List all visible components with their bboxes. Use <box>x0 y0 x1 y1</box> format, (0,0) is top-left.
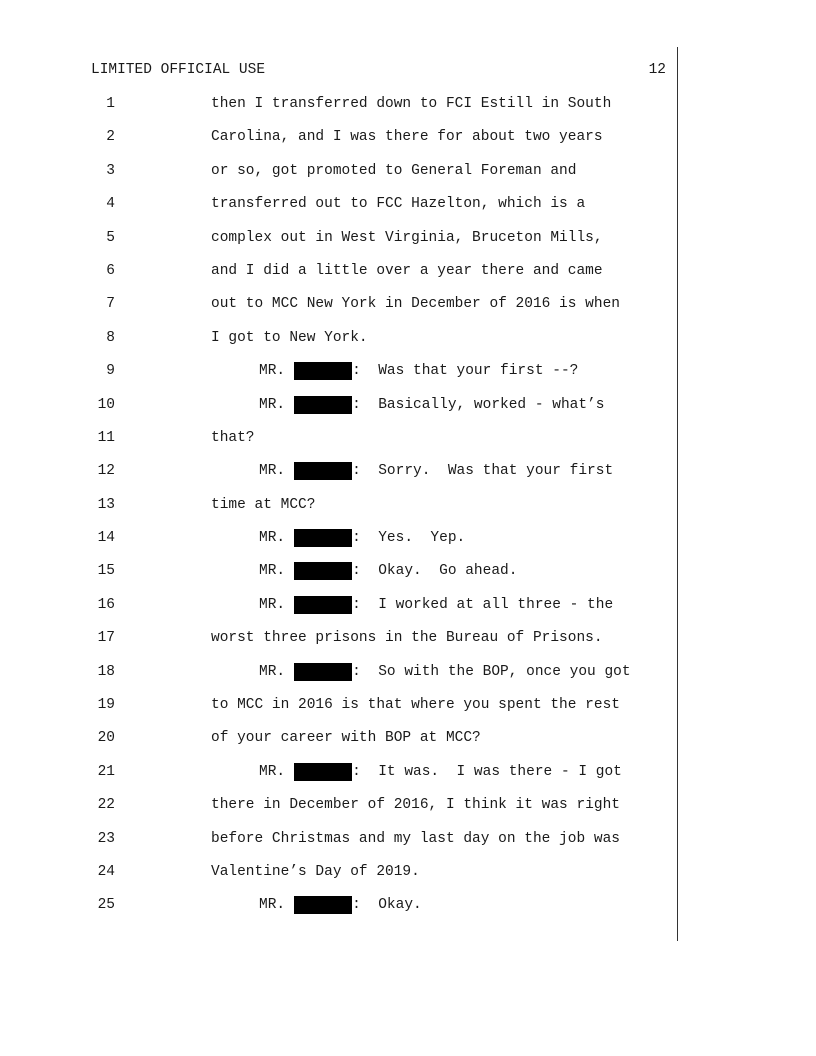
line-body: : It was. I was there - I got <box>352 763 622 780</box>
transcript-line <box>0 662 680 695</box>
line-body: : Sorry. Was that your first <box>352 463 614 480</box>
line-number: 1 <box>106 96 115 112</box>
transcript-line <box>0 94 680 127</box>
line-body: Carolina, and I was there for about two years <box>211 129 603 146</box>
line-body: time at MCC? <box>211 496 316 513</box>
line-text <box>259 596 613 614</box>
line-number: 25 <box>97 897 115 914</box>
transcript-lines <box>0 94 680 929</box>
line-text <box>211 830 620 848</box>
transcript-line <box>0 395 680 428</box>
line-text <box>211 796 620 814</box>
line-text <box>211 496 315 514</box>
transcript-line <box>0 294 680 327</box>
line-body: and I did a little over a year there and came <box>211 262 603 279</box>
speaker-label: MR. <box>259 530 286 547</box>
line-text <box>211 295 620 313</box>
redaction-box <box>294 763 352 781</box>
line-text <box>211 429 255 447</box>
line-body: there in December of 2016, I think it was right <box>211 797 620 814</box>
line-body: Valentine’s Day of 2019. <box>211 863 420 880</box>
transcript-line <box>0 461 680 494</box>
transcript-line <box>0 127 680 160</box>
line-number: 8 <box>106 329 115 346</box>
line-text <box>259 462 613 480</box>
line-number: 23 <box>97 830 115 847</box>
line-body: or so, got promoted to General Foreman and <box>211 162 577 179</box>
classification-header: LIMITED OFFICIAL USE <box>91 62 266 78</box>
line-body: out to MCC New York in December of 2016 is when <box>211 296 620 313</box>
speaker-label: MR. <box>259 763 286 780</box>
line-text <box>211 229 603 247</box>
line-body: I got to New York. <box>211 329 368 346</box>
line-body: : Okay. <box>352 897 422 914</box>
line-number: 14 <box>97 530 115 547</box>
transcript-line <box>0 895 680 928</box>
redaction-box <box>294 529 352 547</box>
line-text <box>211 696 620 714</box>
line-number: 19 <box>97 697 115 714</box>
redaction-box <box>294 596 352 614</box>
transcript-line <box>0 428 680 461</box>
transcript-line <box>0 495 680 528</box>
line-number: 13 <box>97 496 115 513</box>
line-number: 7 <box>106 296 115 313</box>
redaction-box <box>294 896 352 914</box>
speaker-label: MR. <box>259 596 286 613</box>
transcript-line <box>0 261 680 294</box>
redaction-box <box>294 396 352 414</box>
line-number: 4 <box>106 196 115 213</box>
line-body: to MCC in 2016 is that where you spent the rest <box>211 697 620 714</box>
speaker-label: MR. <box>259 563 286 580</box>
transcript-line <box>0 361 680 394</box>
line-number: 11 <box>97 429 115 446</box>
line-body: : So with the BOP, once you got <box>352 663 631 680</box>
redaction-box <box>294 362 352 380</box>
line-number: 9 <box>106 363 115 380</box>
line-body: worst three prisons in the Bureau of Prisons. <box>211 630 603 647</box>
line-text <box>211 162 576 180</box>
line-body: : Okay. Go ahead. <box>352 563 518 580</box>
line-text <box>259 663 631 681</box>
redaction-box <box>294 562 352 580</box>
transcript-line <box>0 862 680 895</box>
line-number: 20 <box>97 730 115 747</box>
transcript-line <box>0 595 680 628</box>
transcript-line <box>0 829 680 862</box>
line-body: transferred out to FCC Hazelton, which is a <box>211 196 586 213</box>
speaker-label: MR. <box>259 363 286 380</box>
line-body: : Basically, worked - what’s <box>352 396 605 413</box>
line-body: : Was that your first --? <box>352 363 579 380</box>
line-number: 24 <box>97 863 115 880</box>
line-text <box>211 729 481 747</box>
line-body: of your career with BOP at MCC? <box>211 730 481 747</box>
speaker-label: MR. <box>259 897 286 914</box>
speaker-label: MR. <box>259 396 286 413</box>
line-number: 10 <box>97 396 115 413</box>
line-text <box>259 562 517 580</box>
line-number: 21 <box>97 763 115 780</box>
line-number: 16 <box>97 596 115 613</box>
transcript-line <box>0 628 680 661</box>
line-text <box>259 529 465 547</box>
transcript-line <box>0 328 680 361</box>
line-number: 17 <box>97 630 115 647</box>
transcript-line <box>0 561 680 594</box>
transcript-line <box>0 194 680 227</box>
redaction-box <box>294 663 352 681</box>
line-number: 15 <box>97 563 115 580</box>
transcript-line <box>0 695 680 728</box>
line-text <box>259 362 578 380</box>
transcript-line <box>0 795 680 828</box>
line-number: 2 <box>106 129 115 146</box>
line-number: 6 <box>106 262 115 279</box>
transcript-line <box>0 762 680 795</box>
line-number: 12 <box>97 463 115 480</box>
line-text <box>211 195 585 213</box>
transcript-line <box>0 528 680 561</box>
speaker-label: MR. <box>259 463 286 480</box>
line-text <box>211 128 603 146</box>
line-text <box>211 262 603 280</box>
line-number: 22 <box>97 797 115 814</box>
line-text <box>259 896 422 914</box>
speaker-label: MR. <box>259 663 286 680</box>
line-text <box>259 763 622 781</box>
line-number: 3 <box>106 162 115 179</box>
line-body: that? <box>211 429 255 446</box>
page-number: 12 <box>648 62 666 78</box>
line-body: before Christmas and my last day on the job was <box>211 830 620 847</box>
line-body: : Yes. Yep. <box>352 530 466 547</box>
line-body: then I transferred down to FCI Estill in South <box>211 96 612 112</box>
line-text <box>211 629 603 647</box>
line-number: 18 <box>97 663 115 680</box>
redaction-box <box>294 462 352 480</box>
line-number: 5 <box>106 229 115 246</box>
line-text <box>259 396 604 414</box>
line-text <box>211 95 611 113</box>
transcript-line <box>0 161 680 194</box>
transcript-line <box>0 228 680 261</box>
line-body: complex out in West Virginia, Bruceton Mills, <box>211 229 603 246</box>
line-text <box>211 329 368 347</box>
line-body: : I worked at all three - the <box>352 596 614 613</box>
transcript-line <box>0 728 680 761</box>
line-text <box>211 863 420 881</box>
